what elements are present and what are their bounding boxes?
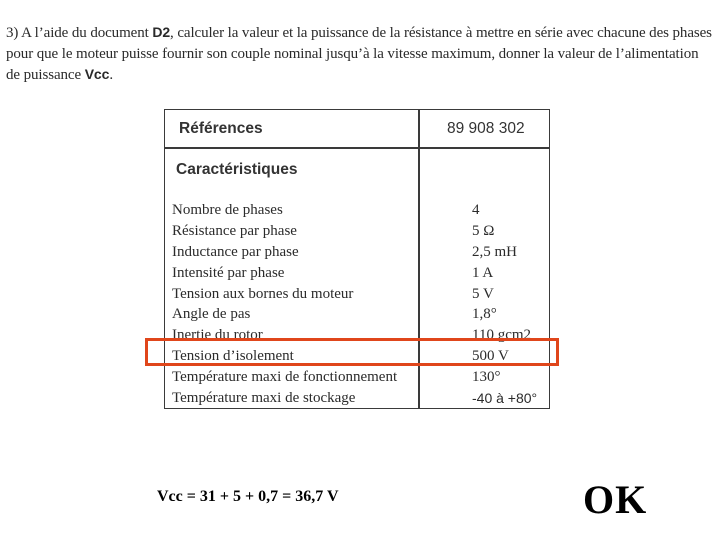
row-value: 110 gcm2 (472, 327, 532, 344)
row-label: Intensité par phase (172, 264, 285, 281)
section-title: Caractéristiques (176, 161, 298, 178)
table-row (172, 388, 544, 409)
reference-number: 89 908 302 (447, 120, 525, 137)
table-row (172, 367, 544, 388)
table-row (172, 242, 544, 263)
vcc-formula: Vcc = 31 + 5 + 0,7 = 36,7 V (157, 488, 339, 505)
table-row (172, 304, 544, 325)
row-value: 1,8° (472, 306, 497, 323)
header-divider (165, 147, 549, 149)
table-row (172, 200, 544, 221)
table-row (172, 263, 544, 284)
row-value: 500 V (472, 348, 509, 365)
vcc-label: Vcc (84, 66, 110, 82)
row-label: Inertie du rotor (172, 327, 263, 344)
row-value: 4 (472, 202, 480, 218)
question-part-1: 3) A l’aide du document (6, 25, 153, 41)
row-value: 5 V (472, 285, 494, 302)
references-header: Références (179, 120, 263, 137)
row-value: -40 à +80° (472, 390, 538, 407)
ok-verdict: OK (583, 477, 648, 522)
row-value: 2,5 mH (472, 243, 517, 260)
row-label: Nombre de phases (172, 202, 283, 218)
row-label: Température maxi de stockage (172, 390, 356, 407)
question-end: . (109, 67, 113, 83)
row-label: Tension aux bornes du moteur (172, 285, 354, 302)
highlight-box (145, 338, 559, 366)
table-rows (172, 200, 544, 409)
row-value: 5 Ω (472, 222, 495, 239)
row-label: Angle de pas (172, 306, 251, 323)
document-reference: D2 (152, 24, 171, 40)
table-row (172, 284, 544, 305)
row-value: 1 A (472, 264, 494, 281)
question-text (6, 22, 714, 86)
table-row (172, 221, 544, 242)
row-label: Température maxi de fonctionnement (172, 369, 398, 386)
row-label: Résistance par phase (172, 222, 297, 239)
row-label: Tension d’isolement (172, 348, 294, 365)
row-value: 130° (472, 369, 501, 386)
question-part-2: , calculer la valeur et la puissance de la résistance à mettre en série avec chacune des phases pour que le moteur puisse fournir son couple nominal jusqu’à la vitesse maximum, donner la valeur de l’alimentation de puissance (6, 25, 712, 83)
row-label: Inductance par phase (172, 243, 299, 260)
